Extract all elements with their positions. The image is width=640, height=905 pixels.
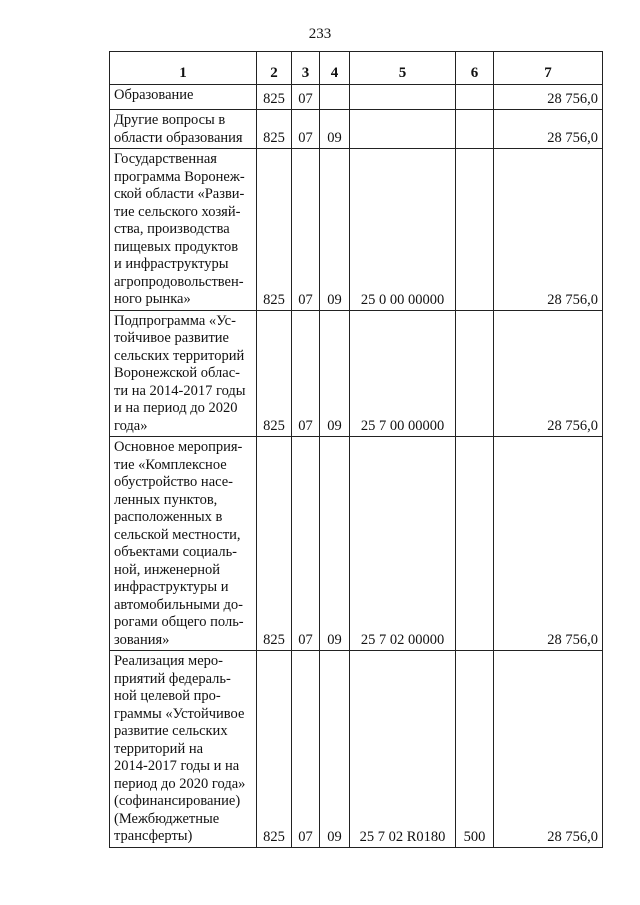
row-code-3: 07 bbox=[292, 437, 320, 651]
column-header-5: 5 bbox=[350, 52, 456, 85]
table-row bbox=[110, 310, 603, 437]
table-row bbox=[110, 110, 603, 149]
row-code-2: 825 bbox=[257, 437, 292, 651]
row-code-3: 07 bbox=[292, 149, 320, 311]
page-number: 233 bbox=[308, 26, 332, 42]
row-name: Основное мероприя- тие «Комплексное обустройство насе- ленных пунктов, расположенных в сельской местности, объектами социаль- ной, инженерной инфраструктуры и автомобильными до- рогами общего поль- зования» bbox=[110, 437, 257, 651]
table-header-row bbox=[110, 52, 603, 85]
row-amount: 28 756,0 bbox=[494, 437, 603, 651]
row-amount: 28 756,0 bbox=[494, 651, 603, 848]
row-code-4: 09 bbox=[320, 651, 350, 848]
table-row bbox=[110, 651, 603, 848]
row-code-6 bbox=[456, 310, 494, 437]
row-code-5 bbox=[350, 110, 456, 149]
row-amount: 28 756,0 bbox=[494, 85, 603, 110]
row-code-4: 09 bbox=[320, 110, 350, 149]
row-amount: 28 756,0 bbox=[494, 110, 603, 149]
row-code-6 bbox=[456, 85, 494, 110]
row-name: Реализация меро- приятий федераль- ной целевой про- граммы «Устойчивое развитие сельских территорий на 2014-2017 годы и на период до 2020 года» (софинансирование) (Межбюджетные трансферты) bbox=[110, 651, 257, 848]
row-code-3: 07 bbox=[292, 651, 320, 848]
row-code-4 bbox=[320, 85, 350, 110]
row-code-6 bbox=[456, 149, 494, 311]
table-row bbox=[110, 85, 603, 110]
row-code-3: 07 bbox=[292, 110, 320, 149]
column-header-4: 4 bbox=[320, 52, 350, 85]
row-code-4: 09 bbox=[320, 149, 350, 311]
row-code-5: 25 7 00 00000 bbox=[350, 310, 456, 437]
row-name: Государственная программа Воронеж- ской области «Разви- тие сельского хозяй- ства, производства пищевых продуктов и инфраструктуры агропродовольствен- ного рынка» bbox=[110, 149, 257, 311]
row-amount: 28 756,0 bbox=[494, 310, 603, 437]
table-row bbox=[110, 437, 603, 651]
row-code-4: 09 bbox=[320, 437, 350, 651]
row-code-5: 25 7 02 00000 bbox=[350, 437, 456, 651]
table-row bbox=[110, 149, 603, 311]
budget-table bbox=[109, 51, 603, 848]
row-code-4: 09 bbox=[320, 310, 350, 437]
column-header-2: 2 bbox=[257, 52, 292, 85]
row-code-5 bbox=[350, 85, 456, 110]
column-header-6: 6 bbox=[456, 52, 494, 85]
row-code-2: 825 bbox=[257, 149, 292, 311]
row-amount: 28 756,0 bbox=[494, 149, 603, 311]
row-code-6 bbox=[456, 437, 494, 651]
row-code-3: 07 bbox=[292, 310, 320, 437]
row-code-6 bbox=[456, 110, 494, 149]
row-code-5: 25 7 02 R0180 bbox=[350, 651, 456, 848]
row-code-3: 07 bbox=[292, 85, 320, 110]
row-name: Образование bbox=[110, 85, 257, 110]
row-code-2: 825 bbox=[257, 651, 292, 848]
row-code-6: 500 bbox=[456, 651, 494, 848]
row-code-2: 825 bbox=[257, 310, 292, 437]
row-name: Подпрограмма «Ус- тойчивое развитие сельских территорий Воронежской облас- ти на 2014-2017 годы и на период до 2020 года» bbox=[110, 310, 257, 437]
row-code-2: 825 bbox=[257, 110, 292, 149]
row-name: Другие вопросы в области образования bbox=[110, 110, 257, 149]
row-code-2: 825 bbox=[257, 85, 292, 110]
row-code-5: 25 0 00 00000 bbox=[350, 149, 456, 311]
column-header-3: 3 bbox=[292, 52, 320, 85]
column-header-7: 7 bbox=[494, 52, 603, 85]
column-header-1: 1 bbox=[110, 52, 257, 85]
